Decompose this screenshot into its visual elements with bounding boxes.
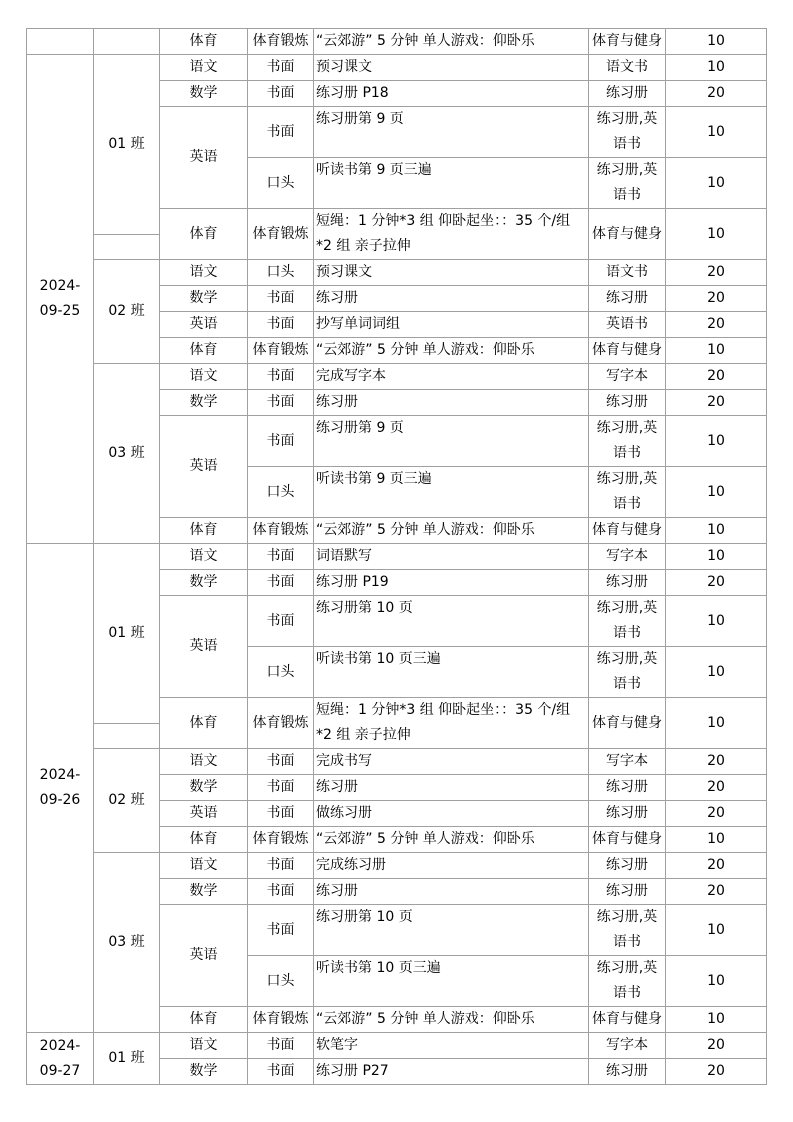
table-row <box>27 544 767 570</box>
cell-content: 短绳：1 分钟*3 组 仰卧起坐：：35 个/组*2 组 亲子拉伸 <box>314 698 589 749</box>
cell-material: 练习册 <box>589 81 666 107</box>
cell-time: 10 <box>666 698 767 749</box>
cell-time: 10 <box>666 596 767 647</box>
cell-material: 练习册,英语书 <box>589 467 666 518</box>
cell-time: 10 <box>666 29 767 55</box>
cell-material: 体育与健身 <box>589 698 666 749</box>
cell-type: 体育锻炼 <box>248 518 314 544</box>
cell-content: 练习册 <box>314 286 589 312</box>
cell-time: 10 <box>666 518 767 544</box>
cell-type: 书面 <box>248 312 314 338</box>
cell-time: 20 <box>666 286 767 312</box>
cell-time: 10 <box>666 416 767 467</box>
cell-date: 2024-09-27 <box>27 1033 94 1085</box>
cell-type: 书面 <box>248 853 314 879</box>
cell-type: 书面 <box>248 544 314 570</box>
cell-time: 10 <box>666 956 767 1007</box>
cell-material: 体育与健身 <box>589 827 666 853</box>
cell-content: 听读书第 9 页三遍 <box>314 467 589 518</box>
cell-type: 书面 <box>248 81 314 107</box>
cell-time: 20 <box>666 1033 767 1059</box>
cell-time: 20 <box>666 1059 767 1085</box>
cell-time: 20 <box>666 853 767 879</box>
cell-type: 书面 <box>248 905 314 956</box>
cell-content: “云郊游” 5 分钟 单人游戏：仰卧乐 <box>314 1007 589 1033</box>
cell-content: 抄写单词词组 <box>314 312 589 338</box>
cell-time: 10 <box>666 107 767 158</box>
cell-subject: 数学 <box>160 390 248 416</box>
cell-time: 20 <box>666 364 767 390</box>
cell-subject: 体育 <box>160 1007 248 1033</box>
cell-content: 练习册 P27 <box>314 1059 589 1085</box>
cell-subject: 数学 <box>160 1059 248 1085</box>
cell-content: 词语默写 <box>314 544 589 570</box>
cell-type: 书面 <box>248 596 314 647</box>
cell-content: 练习册第 10 页 <box>314 905 589 956</box>
cell-type: 书面 <box>248 286 314 312</box>
table-row <box>27 29 767 55</box>
cell-content: “云郊游” 5 分钟 单人游戏：仰卧乐 <box>314 338 589 364</box>
table-row <box>27 55 767 81</box>
table-row <box>27 749 767 775</box>
cell-material: 练习册 <box>589 570 666 596</box>
cell-subject: 英语 <box>160 312 248 338</box>
cell-subject: 语文 <box>160 55 248 81</box>
table-row <box>27 853 767 879</box>
cell-subject: 数学 <box>160 570 248 596</box>
cell-subject: 数学 <box>160 81 248 107</box>
cell-material: 语文书 <box>589 260 666 286</box>
cell-material: 写字本 <box>589 364 666 390</box>
cell-type: 体育锻炼 <box>248 29 314 55</box>
cell-material: 体育与健身 <box>589 29 666 55</box>
table-row <box>27 260 767 286</box>
cell-content: 练习册 <box>314 775 589 801</box>
cell-time: 10 <box>666 158 767 209</box>
cell-subject: 数学 <box>160 879 248 905</box>
cell-material: 练习册 <box>589 1059 666 1085</box>
cell-time: 20 <box>666 570 767 596</box>
cell-type: 口头 <box>248 647 314 698</box>
cell-subject: 英语 <box>160 416 248 518</box>
cell-type: 体育锻炼 <box>248 1007 314 1033</box>
cell-content: 听读书第 10 页三遍 <box>314 956 589 1007</box>
table-row <box>27 364 767 390</box>
cell-subject: 体育 <box>160 827 248 853</box>
cell-content: 练习册 <box>314 390 589 416</box>
cell-material: 练习册,英语书 <box>589 905 666 956</box>
cell-material: 练习册 <box>589 286 666 312</box>
cell-content: 完成书写 <box>314 749 589 775</box>
cell-type: 书面 <box>248 390 314 416</box>
cell-subject: 体育 <box>160 209 248 260</box>
cell-class <box>94 29 160 55</box>
cell-type: 书面 <box>248 107 314 158</box>
cell-type: 口头 <box>248 260 314 286</box>
cell-subject: 语文 <box>160 364 248 390</box>
cell-subject: 语文 <box>160 1033 248 1059</box>
cell-content: 听读书第 9 页三遍 <box>314 158 589 209</box>
cell-type: 体育锻炼 <box>248 209 314 260</box>
cell-content: 练习册第 9 页 <box>314 107 589 158</box>
cell-subject: 体育 <box>160 518 248 544</box>
cell-type: 书面 <box>248 364 314 390</box>
cell-class: 03 班 <box>94 364 160 544</box>
cell-material: 写字本 <box>589 749 666 775</box>
cell-content: 做练习册 <box>314 801 589 827</box>
cell-content: “云郊游” 5 分钟 单人游戏：仰卧乐 <box>314 518 589 544</box>
cell-material: 练习册 <box>589 853 666 879</box>
cell-material: 写字本 <box>589 1033 666 1059</box>
cell-material: 练习册,英语书 <box>589 956 666 1007</box>
table-body <box>27 29 767 1085</box>
cell-subject: 语文 <box>160 853 248 879</box>
cell-subject: 体育 <box>160 698 248 749</box>
cell-content: 练习册 P18 <box>314 81 589 107</box>
cell-subject: 英语 <box>160 107 248 209</box>
cell-time: 20 <box>666 749 767 775</box>
cell-type: 口头 <box>248 467 314 518</box>
cell-type: 书面 <box>248 55 314 81</box>
cell-content: 练习册第 9 页 <box>314 416 589 467</box>
cell-type: 口头 <box>248 158 314 209</box>
cell-time: 10 <box>666 209 767 260</box>
cell-type: 书面 <box>248 1059 314 1085</box>
cell-date: 2024-09-25 <box>27 55 94 544</box>
cell-type: 体育锻炼 <box>248 827 314 853</box>
cell-class: 02 班 <box>94 749 160 853</box>
cell-subject: 英语 <box>160 905 248 1007</box>
cell-time: 10 <box>666 467 767 518</box>
cell-type: 书面 <box>248 1033 314 1059</box>
cell-content: 听读书第 10 页三遍 <box>314 647 589 698</box>
cell-subject: 语文 <box>160 260 248 286</box>
cell-time: 10 <box>666 647 767 698</box>
cell-class: 03 班 <box>94 853 160 1033</box>
cell-type: 书面 <box>248 416 314 467</box>
cell-content: 预习课文 <box>314 260 589 286</box>
cell-time: 20 <box>666 81 767 107</box>
cell-subject: 数学 <box>160 286 248 312</box>
cell-time: 10 <box>666 338 767 364</box>
cell-type: 书面 <box>248 879 314 905</box>
cell-time: 20 <box>666 801 767 827</box>
cell-material: 练习册 <box>589 390 666 416</box>
cell-material: 练习册 <box>589 775 666 801</box>
cell-subject: 语文 <box>160 749 248 775</box>
cell-material: 语文书 <box>589 55 666 81</box>
cell-time: 10 <box>666 55 767 81</box>
cell-subject: 体育 <box>160 338 248 364</box>
cell-time: 10 <box>666 827 767 853</box>
cell-subject: 英语 <box>160 596 248 698</box>
cell-material: 体育与健身 <box>589 1007 666 1033</box>
table-row <box>27 1033 767 1059</box>
cell-subject: 数学 <box>160 775 248 801</box>
cell-material: 体育与健身 <box>589 209 666 260</box>
cell-class: 01 班 <box>94 1033 160 1085</box>
cell-content: 短绳：1 分钟*3 组 仰卧起坐：：35 个/组*2 组 亲子拉伸 <box>314 209 589 260</box>
cell-material: 练习册 <box>589 801 666 827</box>
cell-class: 01 班 <box>94 55 160 235</box>
cell-time: 20 <box>666 260 767 286</box>
cell-material: 写字本 <box>589 544 666 570</box>
cell-type: 书面 <box>248 801 314 827</box>
cell-date: 2024-09-26 <box>27 544 94 1033</box>
cell-content: 完成写字本 <box>314 364 589 390</box>
cell-type: 体育锻炼 <box>248 698 314 749</box>
cell-content: 练习册 <box>314 879 589 905</box>
cell-class: 01 班 <box>94 544 160 724</box>
cell-type: 书面 <box>248 570 314 596</box>
cell-content: “云郊游” 5 分钟 单人游戏：仰卧乐 <box>314 827 589 853</box>
cell-class: 02 班 <box>94 260 160 364</box>
cell-material: 练习册,英语书 <box>589 107 666 158</box>
cell-material: 练习册 <box>589 879 666 905</box>
cell-subject: 体育 <box>160 29 248 55</box>
cell-content: 练习册 P19 <box>314 570 589 596</box>
cell-type: 书面 <box>248 749 314 775</box>
cell-subject: 英语 <box>160 801 248 827</box>
cell-material: 体育与健身 <box>589 518 666 544</box>
cell-type: 书面 <box>248 775 314 801</box>
cell-type: 体育锻炼 <box>248 338 314 364</box>
cell-content: 预习课文 <box>314 55 589 81</box>
cell-date <box>27 29 94 55</box>
cell-content: 练习册第 10 页 <box>314 596 589 647</box>
cell-material: 练习册,英语书 <box>589 416 666 467</box>
cell-content: 完成练习册 <box>314 853 589 879</box>
cell-content: “云郊游” 5 分钟 单人游戏：仰卧乐 <box>314 29 589 55</box>
cell-material: 英语书 <box>589 312 666 338</box>
cell-material: 练习册,英语书 <box>589 158 666 209</box>
cell-time: 10 <box>666 905 767 956</box>
cell-type: 口头 <box>248 956 314 1007</box>
cell-material: 练习册,英语书 <box>589 647 666 698</box>
cell-time: 20 <box>666 312 767 338</box>
cell-time: 10 <box>666 1007 767 1033</box>
cell-time: 20 <box>666 390 767 416</box>
cell-subject: 语文 <box>160 544 248 570</box>
cell-content: 软笔字 <box>314 1033 589 1059</box>
cell-time: 10 <box>666 544 767 570</box>
homework-table <box>26 28 767 1085</box>
cell-time: 20 <box>666 879 767 905</box>
cell-material: 体育与健身 <box>589 338 666 364</box>
cell-material: 练习册,英语书 <box>589 596 666 647</box>
cell-time: 20 <box>666 775 767 801</box>
